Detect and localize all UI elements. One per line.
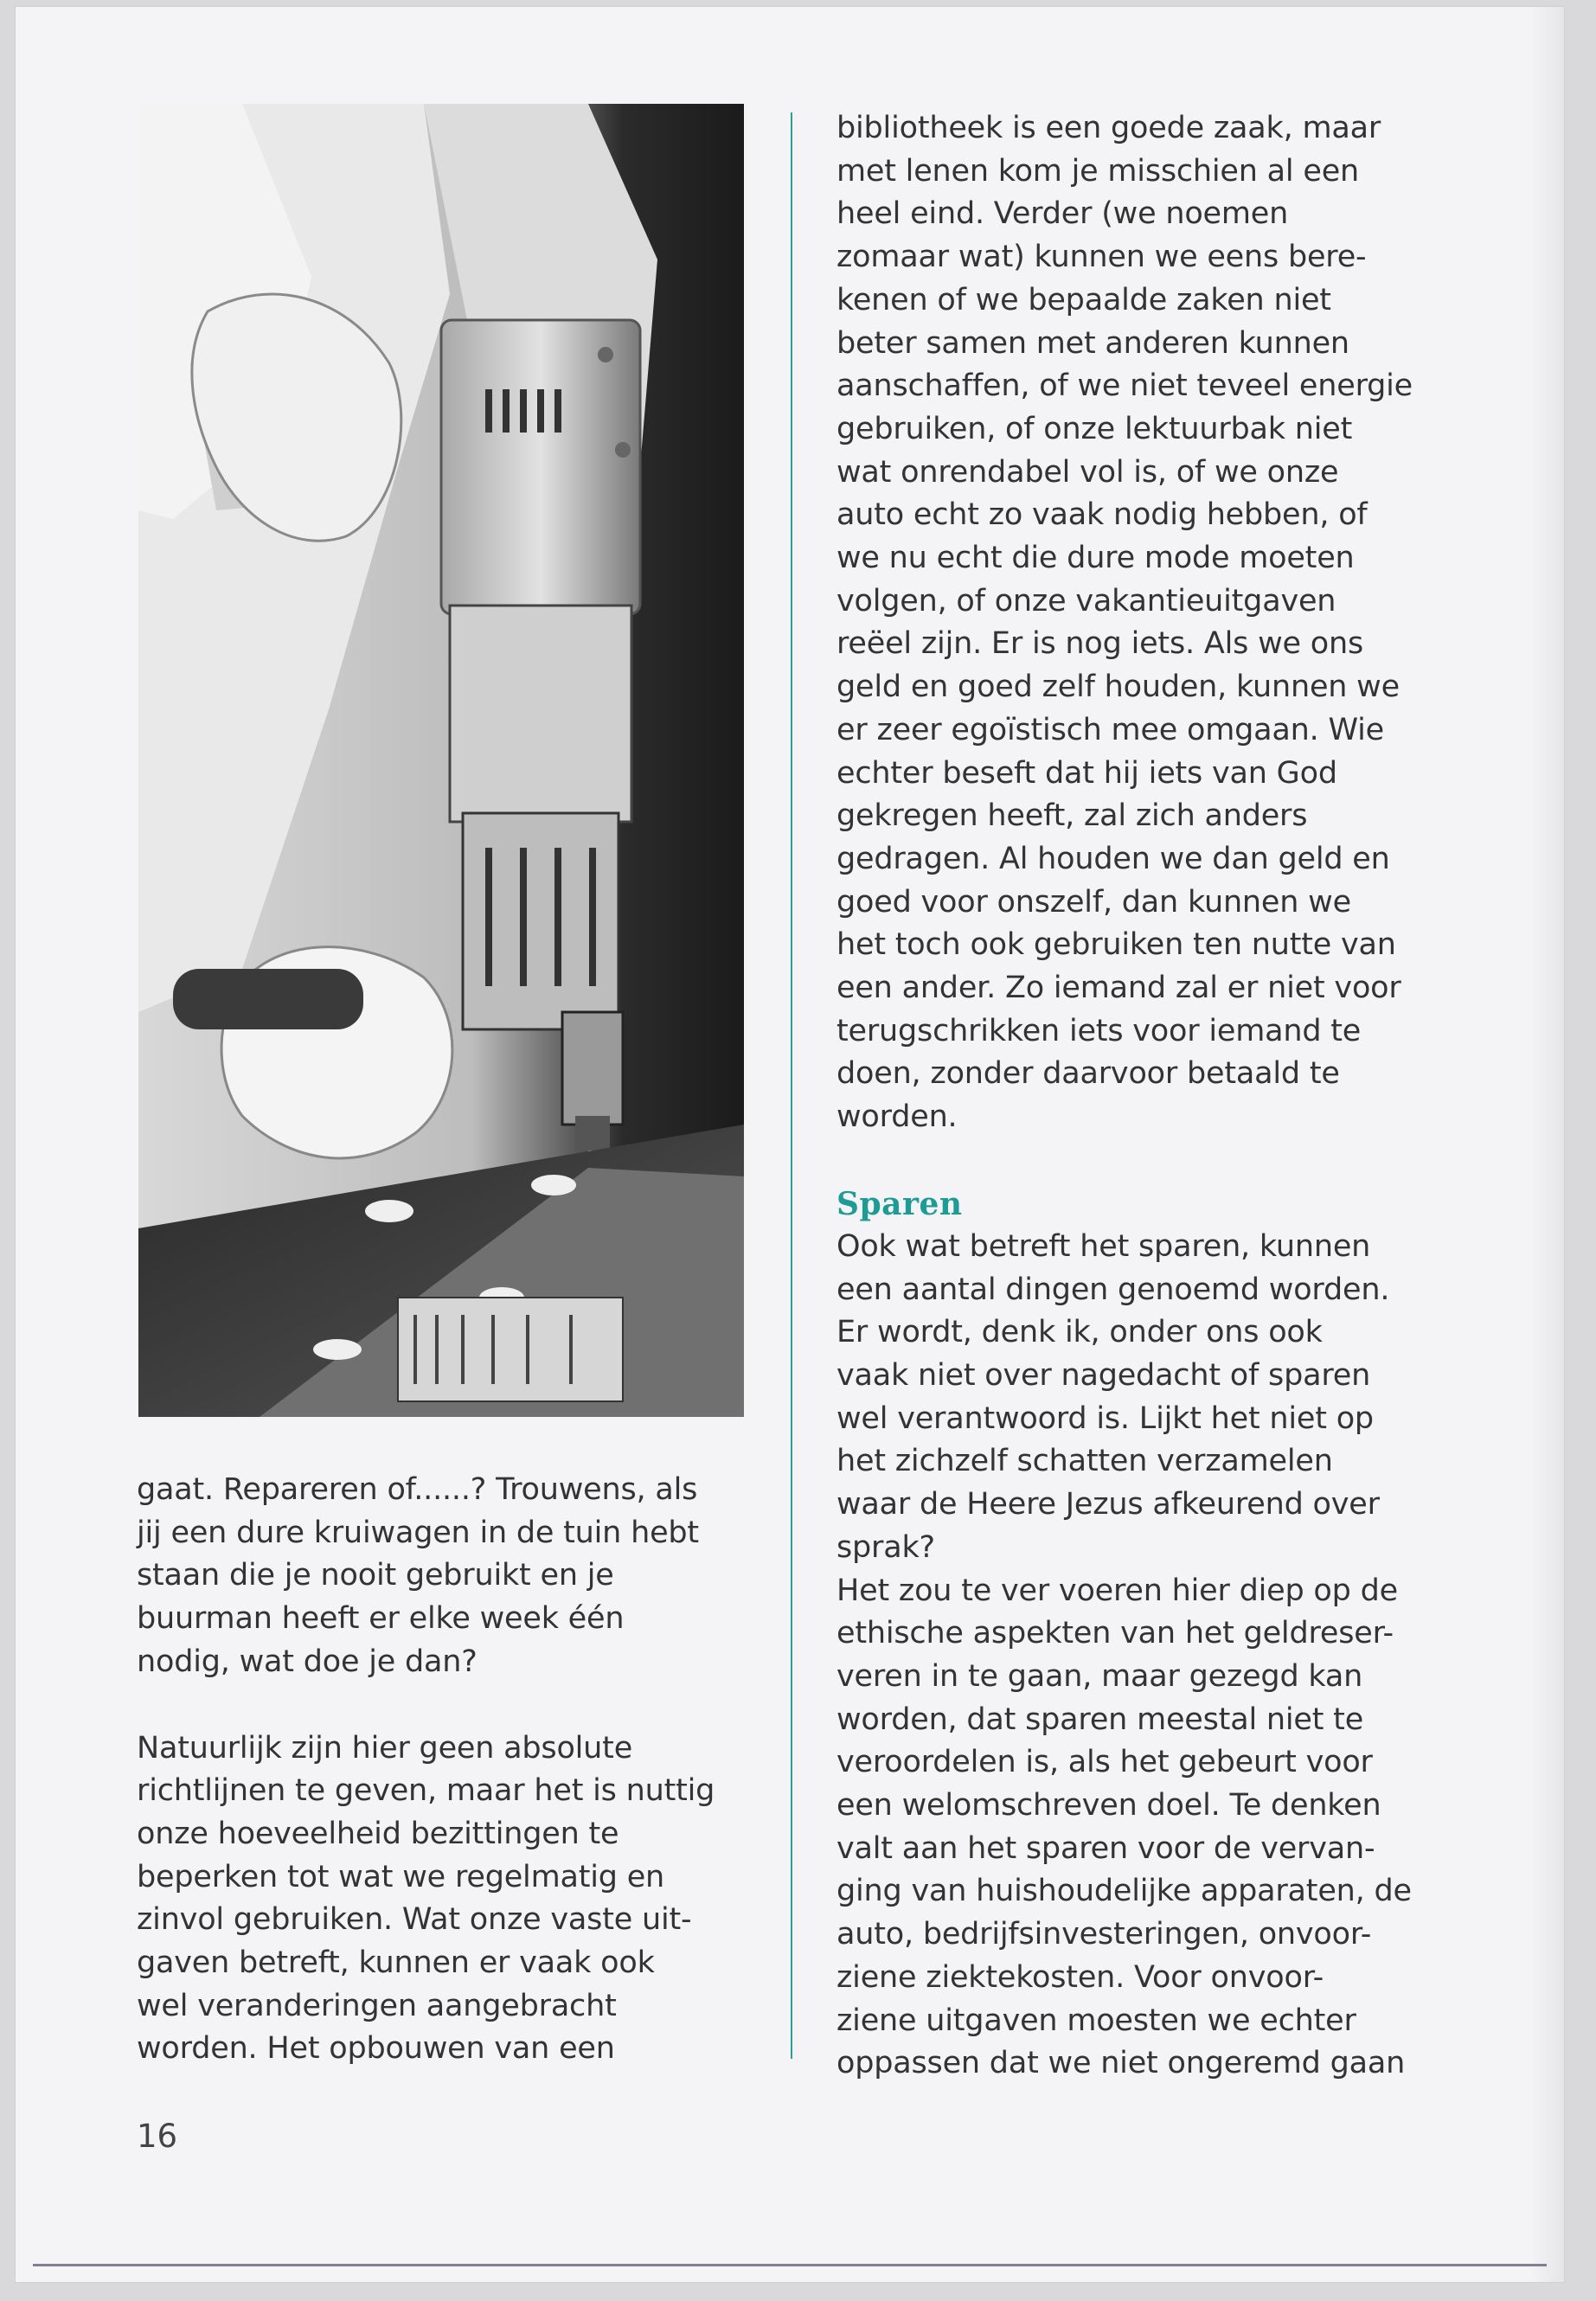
text-line: wat onrendabel vol is, of we onze xyxy=(836,454,1339,490)
text-line: kenen of we bepaalde zaken niet xyxy=(836,282,1331,317)
text-line: Het zou te ver voeren hier diep op de xyxy=(836,1573,1398,1608)
text-line: aanschaffen, of we niet teveel energie xyxy=(836,369,1413,404)
text-line: vaak niet over nagedacht of sparen xyxy=(836,1357,1371,1393)
text-line: zomaar wat) kunnen we eens bere- xyxy=(836,240,1367,275)
text-line: beter samen met anderen kunnen xyxy=(836,325,1349,361)
bottom-rule xyxy=(33,2264,1547,2266)
text-line: ziene uitgaven moesten we echter xyxy=(836,2003,1356,2038)
text-line: Natuurlijk zijn hier geen absolute xyxy=(137,1730,633,1766)
text-line: terugschrikken iets voor iemand te xyxy=(836,1013,1362,1048)
section-heading-sparen: Sparen xyxy=(836,1185,963,1222)
text-line: gaven betreft, kunnen er vaak ook xyxy=(137,1945,655,1981)
text-line: het toch ook gebruiken ten nutte van xyxy=(836,927,1396,963)
text-line: buurman heeft er elke week één xyxy=(137,1601,625,1637)
text-line: geld en goed zelf houden, kunnen we xyxy=(836,670,1400,705)
page-number: 16 xyxy=(137,2118,178,2155)
drill-photo xyxy=(138,104,744,1417)
text-line: richtlijnen te geven, maar het is nuttig xyxy=(137,1773,715,1809)
text-line: veren in te gaan, maar gezegd kan xyxy=(836,1658,1363,1694)
text-line: waar de Heere Jezus afkeurend over xyxy=(836,1487,1380,1522)
right-column xyxy=(836,107,1459,2086)
text-line: gekregen heeft, zal zich anders xyxy=(836,798,1308,834)
text-line: gaat. Repareren of......? Trouwens, als xyxy=(137,1472,698,1507)
text-line: bibliotheek is een goede zaak, maar xyxy=(836,111,1381,145)
book-page xyxy=(16,7,1564,2282)
text-line: Er wordt, denk ik, onder ons ook xyxy=(836,1315,1323,1350)
text-line: staan die je nooit gebruikt en je xyxy=(137,1558,614,1593)
text-line: volgen, of onze vakantieuitgaven xyxy=(836,583,1336,619)
text-line: ethische aspekten van het geldreser- xyxy=(836,1616,1394,1651)
text-line: worden, dat sparen meestal niet te xyxy=(836,1702,1364,1737)
text-line: goed voor onszelf, dan kunnen we xyxy=(836,884,1351,920)
text-line: nodig, wat doe je dan? xyxy=(137,1644,478,1679)
text-line: valt aan het sparen voor de vervan- xyxy=(836,1830,1375,1866)
text-line: echter beseft dat hij iets van God xyxy=(836,755,1337,791)
text-line: een welomschreven doel. Te denken xyxy=(836,1788,1381,1823)
text-line: gedragen. Al houden we dan geld en xyxy=(836,841,1390,876)
text-line: Ook wat betreft het sparen, kunnen xyxy=(836,1228,1371,1264)
text-line: auto echt zo vaak nodig hebben, of xyxy=(836,497,1368,533)
text-line: veroordelen is, als het gebeurt voor xyxy=(836,1745,1373,1780)
text-line: reëel zijn. Er is nog iets. Als we ons xyxy=(836,626,1363,662)
text-line: worden. Het opbouwen van een xyxy=(137,2031,615,2067)
drill-illustration xyxy=(138,104,744,1417)
text-line: onze hoeveelheid bezittingen te xyxy=(137,1816,619,1851)
text-line: een ander. Zo iemand zal er niet voor xyxy=(836,971,1401,1006)
right-paragraph-1 xyxy=(836,107,1459,1139)
text-line: doen, zonder daarvoor betaald te xyxy=(836,1056,1340,1092)
text-line: een aantal dingen genoemd worden. xyxy=(836,1272,1390,1307)
text-line: beperken tot wat we regelmatig en xyxy=(137,1859,665,1894)
text-line: jij een dure kruiwagen in de tuin hebt xyxy=(137,1515,699,1550)
text-line: we nu echt die dure mode moeten xyxy=(836,541,1355,576)
text-line: gebruiken, of onze lektuurbak niet xyxy=(836,411,1353,446)
left-paragraph-1 xyxy=(137,1469,760,1684)
column-divider xyxy=(791,112,792,2059)
left-paragraph-2 xyxy=(137,1727,760,2072)
page-shadow xyxy=(1529,7,1564,2282)
text-line: sprak? xyxy=(836,1529,935,1565)
text-line: worden. xyxy=(836,1099,958,1135)
right-paragraph-3 xyxy=(836,1570,1459,2086)
text-line: wel verantwoord is. Lijkt het niet op xyxy=(836,1400,1374,1436)
text-line: ging van huishoudelijke apparaten, de xyxy=(836,1874,1412,1909)
text-line: oppassen dat we niet ongeremd gaan xyxy=(836,2046,1406,2081)
text-line: zinvol gebruiken. Wat onze vaste uit- xyxy=(137,1902,692,1938)
left-column xyxy=(137,1469,760,2071)
text-line: ziene ziektekosten. Voor onvoor- xyxy=(836,1959,1324,1995)
text-line: met lenen kom je misschien al een xyxy=(836,153,1360,189)
text-line: heel eind. Verder (we noemen xyxy=(836,196,1289,232)
text-line: het zichzelf schatten verzamelen xyxy=(836,1444,1333,1479)
text-line: wel veranderingen aangebracht xyxy=(137,1988,617,2023)
text-line: auto, bedrijfsinvesteringen, onvoor- xyxy=(836,1917,1372,1952)
right-paragraph-2 xyxy=(836,1226,1459,1570)
text-line: er zeer egoïstisch mee omgaan. Wie xyxy=(836,712,1384,747)
